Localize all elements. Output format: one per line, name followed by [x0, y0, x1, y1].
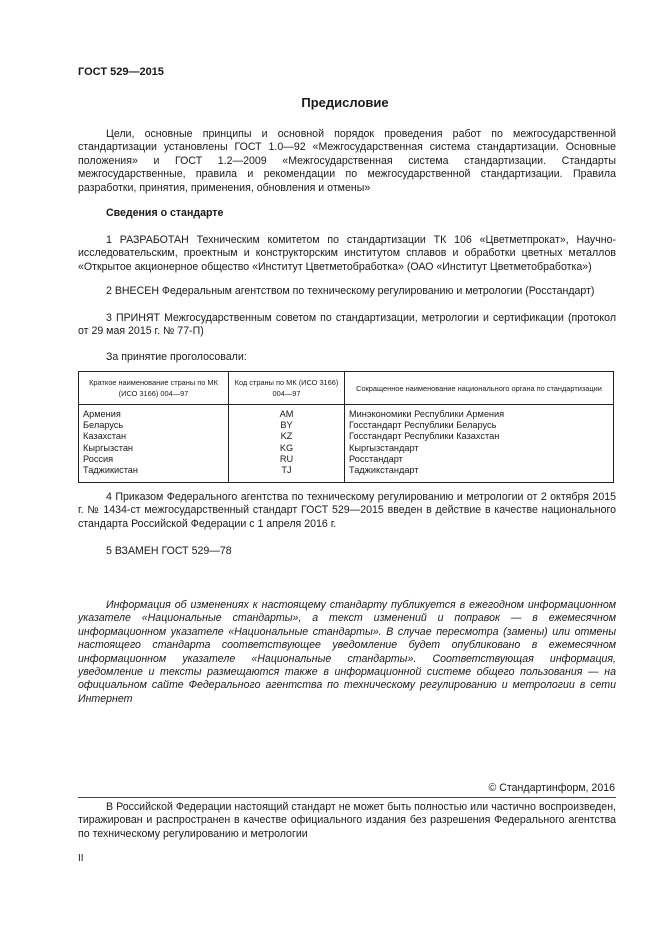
standard-info-heading: Сведения о стандарте — [106, 207, 224, 219]
national-body: Минэкономики Республики Армения — [345, 405, 614, 421]
legal-notice: В Российской Федерации настоящий стандарт не может быть полностью или частично воспроизведен, тиражирован и распространен в качестве официального издания без разрешения Федерального агентства по техническому регулированию и метрологии — [78, 801, 616, 840]
item-adopted: 3 ПРИНЯТ Межгосударственным советом по стандартизации, метрологии и сертификации (протокол от 29 мая 2015 г. № 77-П) — [78, 312, 616, 338]
voting-table — [78, 371, 614, 483]
item-introduced: 2 ВНЕСЕН Федеральным агентством по техническому регулированию и метрологии (Росстандарт) — [106, 285, 595, 297]
country-name: Россия — [79, 454, 229, 465]
table-row — [79, 405, 614, 421]
item-enacted: 4 Приказом Федерального агентства по техническому регулированию и метрологии от 2 октября 2015 г. № 1434-ст межгосударственный стандарт ГОСТ 529—2015 введен в действие в качестве национального стандарта Российской Федерации с 1 апреля 2016 г. — [78, 491, 616, 530]
table-row — [79, 420, 614, 431]
table-row — [79, 431, 614, 442]
country-name: Беларусь — [79, 420, 229, 431]
document-id: ГОСТ 529—2015 — [78, 66, 164, 78]
country-name: Таджикистан — [79, 465, 229, 483]
header-country-code: Код страны по МК (ИСО 3166) 004—97 — [229, 372, 345, 405]
country-code: RU — [229, 454, 345, 465]
table-header-row — [79, 372, 614, 405]
copyright-line: © Стандартинформ, 2016 — [488, 782, 615, 794]
divider — [78, 797, 616, 798]
national-body: Кыргызстандарт — [345, 443, 614, 454]
table-row — [79, 454, 614, 465]
vote-intro: За принятие проголосовали: — [106, 351, 247, 363]
page-title: Предисловие — [301, 95, 389, 110]
country-code: KG — [229, 443, 345, 454]
item-replaces: 5 ВЗАМЕН ГОСТ 529—78 — [106, 545, 232, 557]
country-name: Армения — [79, 405, 229, 421]
table-row — [79, 465, 614, 483]
header-country-name: Краткое наименование страны по МК (ИСО 3166) 004—97 — [79, 372, 229, 405]
country-code: TJ — [229, 465, 345, 483]
national-body: Госстандарт Республики Казахстан — [345, 431, 614, 442]
country-name: Казахстан — [79, 431, 229, 442]
country-code: AM — [229, 405, 345, 421]
country-name: Кыргызстан — [79, 443, 229, 454]
header-national-body: Сокращенное наименование национального органа по стандартизации — [345, 372, 614, 405]
page-number: II — [78, 853, 84, 864]
changes-info-paragraph: Информация об изменениях к настоящему стандарту публикуется в ежегодном информационном указателе «Национальные стандарты», а текст изменений и поправок — в ежемесячном информационном указателе «Национальные стандарты». В случае пересмотра (замены) или отмены настоящего стандарта соответствующее уведомление будет опубликовано в ежемесячном информационном указателе «Национальные стандарты». Соответствующая информация, уведомление и тексты размещаются также в информационной системе общего пользования — на официальном сайте Федерального агентства по техническому регулированию и метрологии в сети Интернет — [78, 599, 616, 705]
intro-paragraph: Цели, основные принципы и основной порядок проведения работ по межгосударственной стандартизации установлены ГОСТ 1.0—92 «Межгосударственная система стандартизации. Основные положения» и ГОСТ 1.2—2009 «Межгосударственная система стандартизации. Стандарты межгосударственные, правила и рекомендации по межгосударственной стандартизации. Правила разработки, принятия, применения, обновления и отмены» — [78, 128, 616, 194]
national-body: Росстандарт — [345, 454, 614, 465]
table-row — [79, 443, 614, 454]
item-developed: 1 РАЗРАБОТАН Техническим комитетом по стандартизации ТК 106 «Цветметпрокат», Научно-исследовательским, проектным и конструкторским институтом сплавов и обработки цветных металлов «Открытое акционерное общество «Институт Цветметобработка» (ОАО «Институт Цветметобработка») — [78, 234, 616, 273]
country-code: KZ — [229, 431, 345, 442]
national-body: Госстандарт Республики Беларусь — [345, 420, 614, 431]
national-body: Таджикстандарт — [345, 465, 614, 483]
country-code: BY — [229, 420, 345, 431]
